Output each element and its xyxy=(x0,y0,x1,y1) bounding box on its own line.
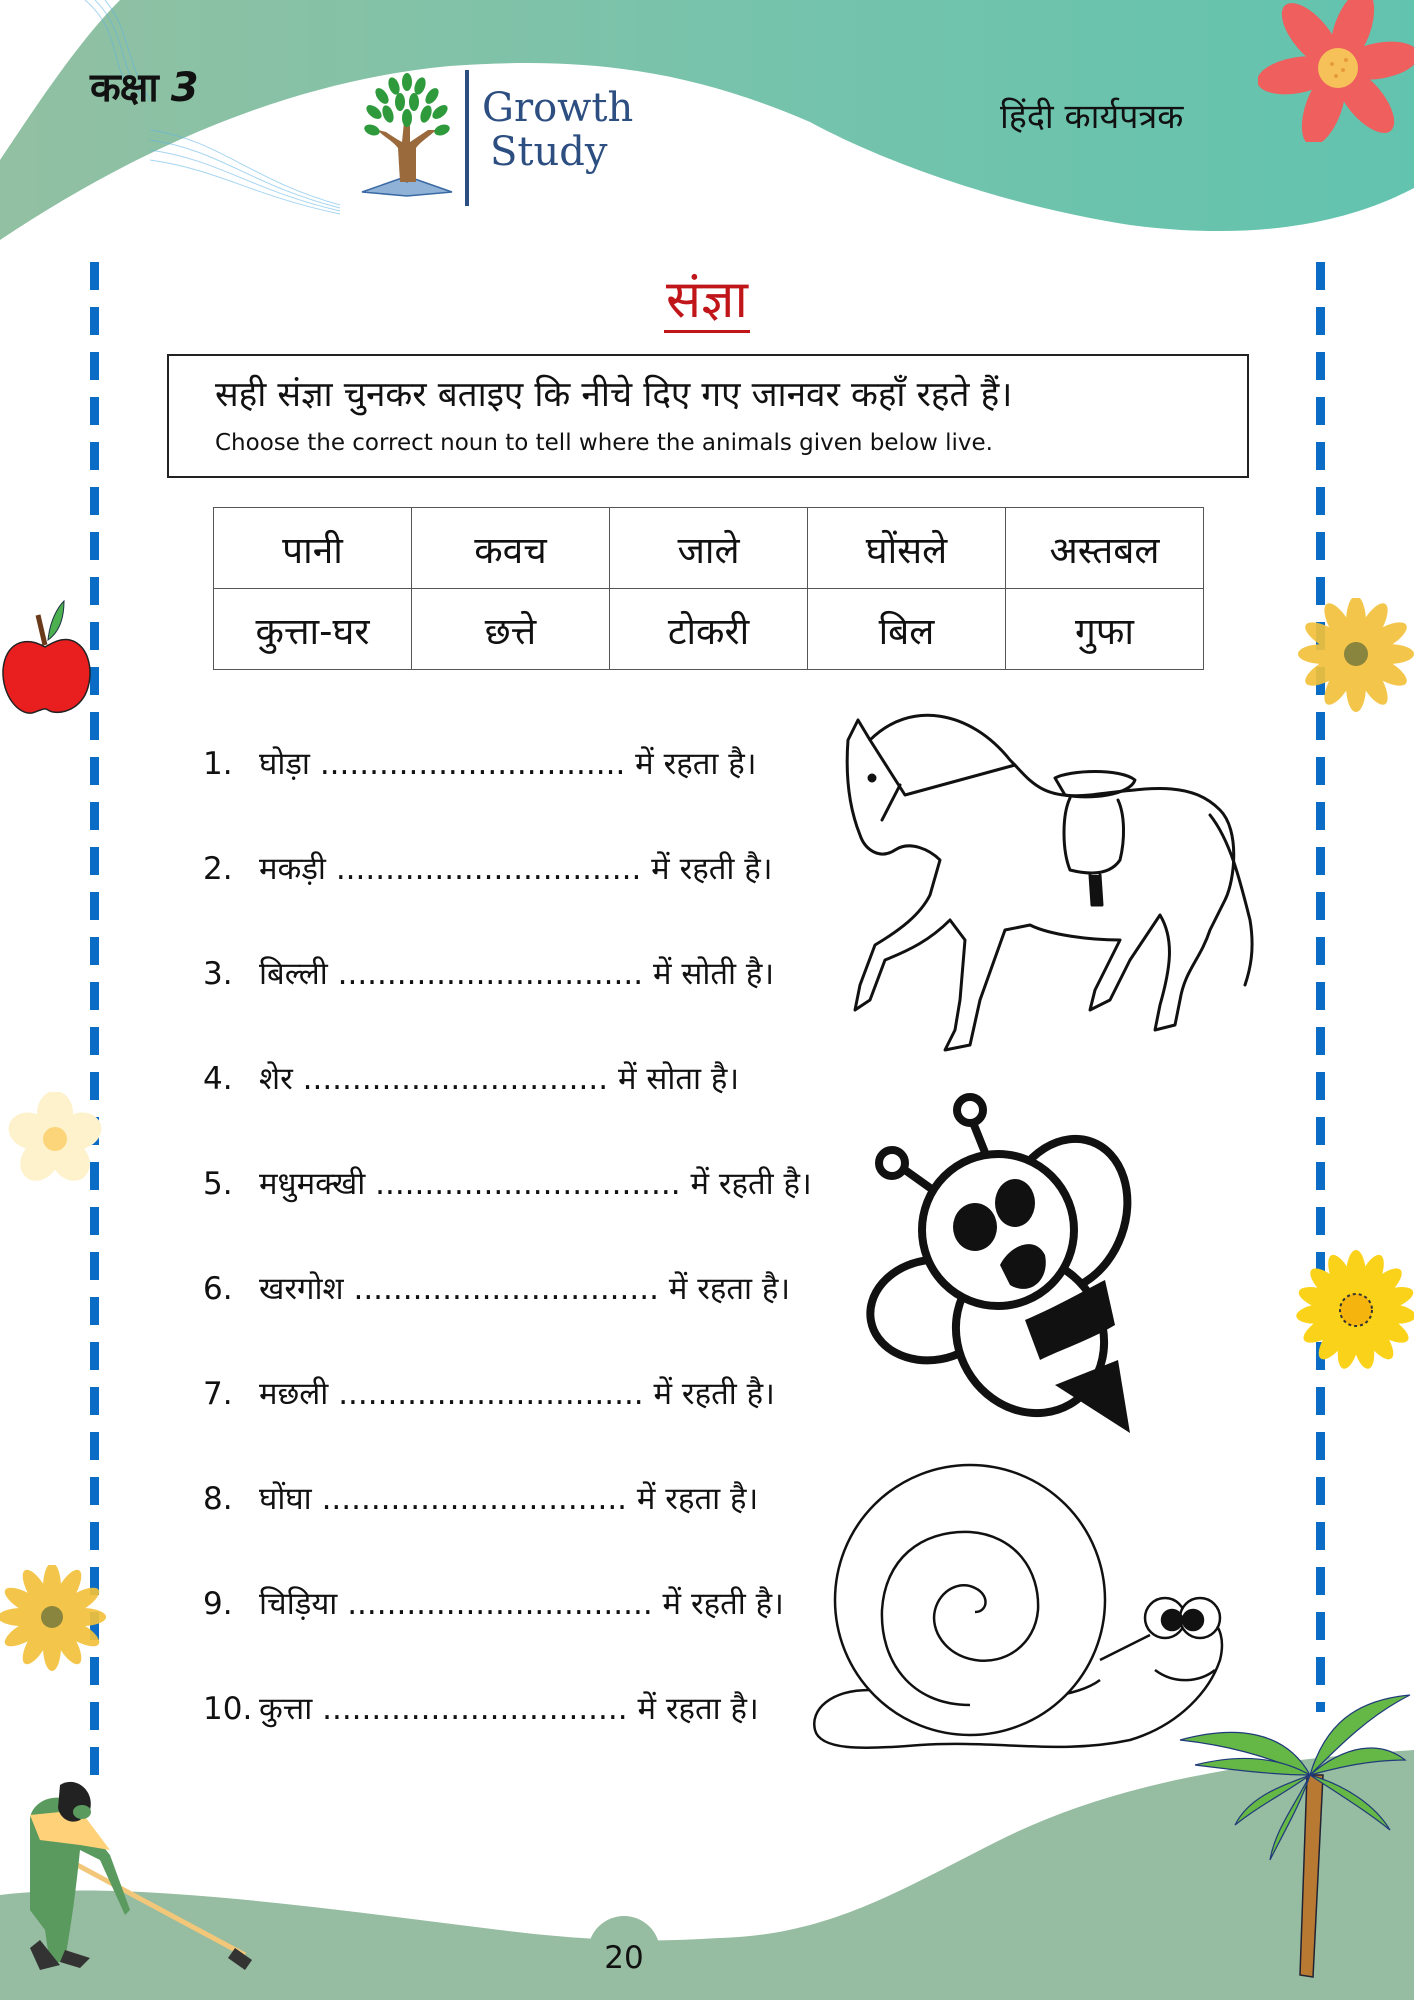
header-wave-background xyxy=(0,0,1414,260)
answer-blank[interactable]: ............................... xyxy=(338,1376,644,1412)
word-bank-cell: अस्तबल xyxy=(1006,508,1204,589)
yellow-flower-icon xyxy=(1298,598,1414,714)
instructions-hindi: सही संज्ञा चुनकर बताइए कि नीचे दिए गए जानवर कहाँ रहते हैं। xyxy=(215,375,1013,415)
question-item: 10. कुत्ता ............................... में रहता है। xyxy=(203,1691,759,1727)
answer-blank[interactable]: ............................... xyxy=(375,1166,681,1202)
red-flower-icon xyxy=(1258,0,1414,142)
left-dashed-border xyxy=(90,262,99,1792)
page-title xyxy=(0,262,1414,333)
question-subject: घोंघा xyxy=(259,1481,312,1517)
question-item: 2. मकड़ी ............................... में रहती है। xyxy=(203,851,773,887)
question-item: 1. घोड़ा ............................... में रहता है। xyxy=(203,746,757,782)
apple-icon xyxy=(0,595,95,715)
question-subject: मधुमक्खी xyxy=(259,1166,366,1202)
answer-blank[interactable]: ............................... xyxy=(347,1586,653,1622)
question-subject: घोड़ा xyxy=(259,746,310,782)
word-bank-cell: कवच xyxy=(412,508,610,589)
answer-blank[interactable]: ............................... xyxy=(353,1271,659,1307)
question-item: 3. बिल्ली ............................... में सोती है। xyxy=(203,956,775,992)
answer-blank[interactable]: ............................... xyxy=(322,1691,628,1727)
page-number: 20 xyxy=(588,1916,660,2000)
question-item: 7. मछली ............................... में रहती है। xyxy=(203,1376,775,1412)
question-subject: बिल्ली xyxy=(259,956,338,992)
bee-illustration xyxy=(860,1085,1160,1445)
word-bank-table xyxy=(213,507,1204,670)
logo-divider xyxy=(465,70,469,206)
answer-blank[interactable]: ............................... xyxy=(321,1481,628,1517)
question-subject: खरगोश xyxy=(259,1271,344,1307)
question-subject: मकड़ी xyxy=(259,851,326,887)
word-bank-cell: गुफा xyxy=(1006,589,1204,670)
word-bank-cell: पानी xyxy=(214,508,412,589)
class-label xyxy=(90,58,198,113)
word-bank-row xyxy=(214,508,1204,589)
page-title-text: संज्ञा xyxy=(664,270,750,333)
word-bank-cell: छत्ते xyxy=(412,589,610,670)
answer-blank[interactable]: ............................... xyxy=(337,956,644,992)
subject-label: हिंदी कार्यपत्रक xyxy=(1000,97,1184,137)
instructions-english: Choose the correct noun to tell where the animals given below live. xyxy=(215,430,993,456)
answer-blank[interactable]: ............................... xyxy=(302,1061,609,1097)
word-bank-cell: बिल xyxy=(808,589,1006,670)
class-label-word: कक्षा xyxy=(90,65,158,111)
answer-blank[interactable]: ............................... xyxy=(319,746,626,782)
question-item: 6. खरगोश ............................... में रहता है। xyxy=(203,1271,791,1307)
palm-tree-illustration xyxy=(1175,1685,1414,1985)
question-subject: शेर xyxy=(259,1061,293,1097)
question-subject: कुत्ता xyxy=(259,1691,313,1727)
word-bank-row xyxy=(214,589,1204,670)
word-bank-cell: घोंसले xyxy=(808,508,1006,589)
yellow-flower-icon xyxy=(0,1565,110,1675)
question-item: 5. मधुमक्खी ............................... में रहती है। xyxy=(203,1166,812,1202)
yellow-flower-icon xyxy=(1294,1250,1414,1370)
word-bank-cell: कुत्ता-घर xyxy=(214,589,412,670)
brand-line-2: Study xyxy=(490,129,608,175)
right-dashed-border xyxy=(1316,262,1325,1712)
instructions-box xyxy=(167,354,1249,478)
horse-illustration xyxy=(830,700,1260,1060)
brand-line-1: Growth xyxy=(482,85,634,131)
gardener-illustration xyxy=(20,1780,260,1970)
class-label-number: 3 xyxy=(170,65,198,111)
word-bank-cell: टोकरी xyxy=(610,589,808,670)
word-bank-cell: जाले xyxy=(610,508,808,589)
answer-blank[interactable]: ............................... xyxy=(335,851,642,887)
question-item: 9. चिड़िया ............................... में रहती है। xyxy=(203,1586,784,1622)
question-item: 4. शेर ............................... में सोता है। xyxy=(203,1061,740,1097)
cream-flower-icon xyxy=(8,1092,106,1190)
question-item: 8. घोंघा ............................... में रहता है। xyxy=(203,1481,759,1517)
question-subject: मछली xyxy=(259,1376,329,1412)
brand-name xyxy=(482,86,633,174)
tree-book-logo-icon xyxy=(352,70,462,200)
question-subject: चिड़िया xyxy=(259,1586,338,1622)
